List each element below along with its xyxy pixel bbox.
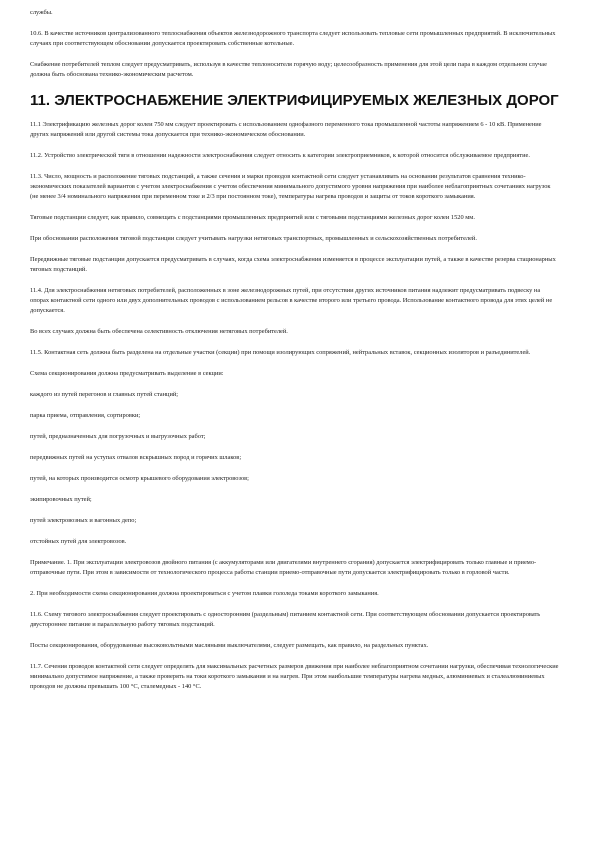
paragraph: 11.7. Сечения проводов контактной сети следует определять для максимальных расчетных размеров движения при наиболее неблагоприятном сочетании нагрузки, обеспечивая технологические минимально допустимое напряжение, а также проверять на токи короткого замыкания и на нагрев. При этом наибольшие температуры нагрева медных, алюминиевых и сталеалюминиевых проводов не должны превышать 100 °С, сталемедных - 140 °С. [30,663,559,690]
list-item: парка приема, отправления, сортировки; [30,412,141,419]
note-paragraph: 2. При необходимости схема секционирования должна проектироваться с учетом плавки гололеда токами короткого замыкания. [30,590,379,597]
list-item: путей, предназначенных для погрузочных и выгрузочных работ; [30,433,206,440]
paragraph: Во всех случаях должна быть обеспечена селективность отключения нетяговых потребителей. [30,328,288,335]
paragraph: Посты секционирования, оборудованные высоковольтными масляными выключателями, следует размещать, как правило, на раздельных пунктах. [30,642,429,649]
paragraph: Тяговые подстанции следует, как правило, совмещать с подстанциями промышленных предприятий или с тяговыми подстанциями железных дорог колеи 1520 мм. [30,214,475,221]
paragraph: Снабжение потребителей теплом следует предусматривать, используя в качестве теплоносителя горячую воду; целесообразность применения для этой цели пара в каждом отдельном случае должна быть обоснована технико-экономическим расчетом. [30,61,547,78]
paragraph: 11.4. Для электроснабжения нетяговых потребителей, расположенных в зоне железнодорожных путей, при отсутствии других источников питания надлежит предусматривать подвеску на опорах контактной сети одного или двух дополнительных проводов с использованием рельсов в качестве второго или третьего провода. Использование контактного провода для этих целей не допускается. [30,287,553,314]
document-body [30,8,560,703]
list-item: путей электровозных и вагонных депо; [30,517,137,524]
list-item: экипировочных путей; [30,496,92,503]
list-item: отстойных путей для электровозов. [30,538,127,545]
list-item: передвижных путей на уступах отвалов вскрышных пород и горячих шлаков; [30,454,242,461]
paragraph: Передвижные тяговые подстанции допускается предусматривать в случаях, когда схема электроснабжения изменяется в процессе эксплуатации путей, а также в качестве резерва стационарных тяговых подстанций. [30,256,556,273]
section-heading: 11. ЭЛЕКТРОСНАБЖЕНИЕ ЭЛЕКТРИФИЦИРУЕМЫХ ЖЕЛЕЗНЫХ ДОРОГ [30,92,559,109]
paragraph: 10.6. В качестве источников централизованного теплоснабжения объектов железнодорожного транспорта следует использовать тепловые сети промышленных предприятий. В исключительных случаях при соответствующем обосновании допускается проектировать собственные котельные. [30,30,556,47]
paragraph: 11.6. Схему тягового электроснабжения следует проектировать с односторонним (раздельным) питанием контактной сети. При соответствующем обосновании допускается проектировать двустороннее питание и параллельную работу тяговых подстанций. [30,611,541,628]
list-item: каждого из путей перегонов и главных путей станций; [30,391,179,398]
list-item: путей, на которых производится осмотр крышевого оборудования электровозов; [30,475,249,482]
paragraph: службы. [30,9,53,16]
paragraph: 11.5. Контактная сеть должна быть разделена на отдельные участки (секции) при помощи изолирующих сопряжений, нейтральных вставок, секционных изоляторов и разъединителей. [30,349,531,356]
paragraph: Схема секционирования должна предусматривать выделение в секции: [30,370,224,377]
paragraph: 11.2. Устройство электрической тяги в отношении надежности электроснабжения следует относить к категории электроприемников, к которой относится обслуживаемое предприятие. [30,152,530,159]
paragraph: При обосновании расположения тяговой подстанции следует учитывать нагрузки нетяговых транспортных, промышленных и сельскохозяйственных потребителей. [30,235,477,242]
note-paragraph: Примечание. 1. При эксплуатации электровозов двойного питания (с аккумуляторами или двигателями внутреннего сгорания) допускается электрифицировать только главные и приемо-отправочные пути. При этом в зависимости от технологического процесса работы станции приемо-отправочные пути допускается электрифицировать только в горловой части. [30,559,537,576]
paragraph: 11.3. Число, мощность и расположение тяговых подстанций, а также сечения и марки проводов контактной сети следует устанавливать на основании результатов сравнения технико-экономических показателей вариантов с учетом электроснабжения с учетом обеспечения минимального допустимого уровня напряжения при наиболее неблагоприятных сочетаниях нагрузок (не менее 3/4 номинального напряжения при переменном токе и 2/3 при постоянном токе), температуры нагрева проводов и защиты от токов короткого замыкания. [30,173,551,200]
paragraph: 11.1 Электрификацию железных дорог колеи 750 мм следует проектировать с использованием однофазного переменного тока промышленной частоты напряжением 6 - 10 кВ. Применение других напряжений или другой системы тока допускается при технико-экономическом обосновании. [30,121,542,138]
